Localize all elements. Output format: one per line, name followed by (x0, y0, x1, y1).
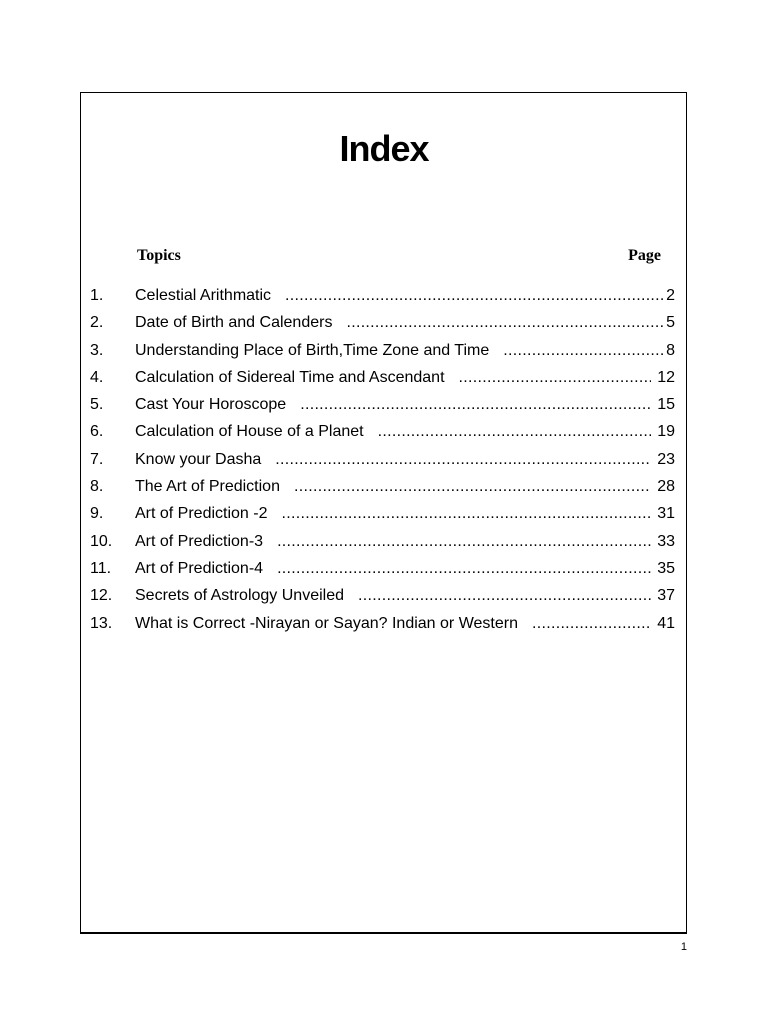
toc-entry (90, 500, 675, 527)
toc-entry-page: 28 (657, 478, 675, 496)
dot-leader (285, 282, 664, 309)
toc-entry (90, 364, 675, 391)
page-column-header: Page (628, 247, 661, 264)
toc-entry (90, 473, 675, 500)
dot-leader (277, 528, 651, 555)
dot-leader (346, 309, 664, 336)
toc-entry-title: Secrets of Astrology Unveiled (135, 587, 344, 605)
toc-entry (90, 446, 675, 473)
toc-entry (90, 582, 675, 609)
toc-entry-title: Calculation of House of a Planet (135, 423, 364, 441)
toc-entry-number: 2. (90, 314, 104, 332)
toc-entry-title: Art of Prediction -2 (135, 505, 268, 523)
dot-leader (300, 391, 651, 418)
dot-leader (294, 473, 651, 500)
toc-entry-title: Know your Dasha (135, 450, 262, 468)
toc-entry-title: Art of Prediction-4 (135, 559, 264, 577)
toc-entry-page: 35 (657, 559, 675, 577)
toc-entry-number: 8. (90, 478, 104, 496)
toc-entry-number: 3. (90, 341, 104, 359)
page-title: Index (339, 128, 429, 169)
toc-entry-title: Art of Prediction-3 (135, 532, 264, 550)
dot-leader (282, 500, 652, 527)
toc-entry (90, 391, 675, 418)
toc-entry-title: Celestial Arithmatic (135, 287, 272, 304)
dot-leader (503, 337, 664, 364)
dot-leader (459, 364, 652, 391)
toc-entry-number: 12. (90, 587, 113, 605)
toc-entry-number: 13. (90, 614, 113, 632)
toc-entry-page: 41 (657, 614, 675, 632)
dot-leader (358, 582, 651, 609)
toc-entry (90, 337, 675, 364)
toc-entry-title: Calculation of Sidereal Time and Ascendant (135, 368, 445, 386)
toc-entry-title: Understanding Place of Birth,Time Zone and Time (135, 341, 490, 359)
dot-leader (275, 446, 651, 473)
toc-entry-number: 6. (90, 423, 104, 441)
toc-entry-page: 15 (657, 396, 675, 414)
toc-entry (90, 610, 675, 637)
toc-entry (90, 309, 675, 336)
toc-entry-page: 31 (657, 505, 675, 523)
topics-column-header: Topics (137, 247, 181, 264)
toc-entry (90, 555, 675, 582)
dot-leader (532, 610, 651, 637)
toc-entry-title: The Art of Prediction (135, 478, 280, 496)
toc-entry-number: 5. (90, 396, 104, 414)
toc-entry (90, 528, 675, 555)
toc-entry-page: 8 (666, 341, 675, 359)
table-of-contents (90, 282, 675, 637)
toc-entry-page: 23 (657, 450, 675, 468)
toc-entry-page: 19 (657, 423, 675, 441)
dot-leader (378, 418, 652, 445)
toc-entry-title: Cast Your Horoscope (135, 396, 287, 414)
toc-entry (90, 418, 675, 445)
toc-entry-page: 5 (666, 314, 675, 332)
toc-entry-page: 33 (657, 532, 675, 550)
toc-entry-number: 1. (90, 287, 104, 304)
toc-entry-number: 7. (90, 450, 104, 468)
toc-entry-number: 11. (90, 559, 112, 577)
toc-entry (90, 282, 675, 309)
page-number: 1 (680, 941, 687, 953)
toc-entry-page: 12 (657, 368, 675, 386)
toc-entry-page: 37 (657, 587, 675, 605)
toc-entry-number: 4. (90, 368, 104, 386)
toc-entry-number: 10. (90, 532, 113, 550)
toc-entry-number: 9. (90, 505, 104, 523)
dot-leader (277, 555, 651, 582)
toc-entry-page: 2 (666, 287, 675, 304)
toc-entry-title: What is Correct -Nirayan or Sayan? Indian or Western (135, 614, 518, 632)
toc-entry-title: Date of Birth and Calenders (135, 314, 333, 332)
